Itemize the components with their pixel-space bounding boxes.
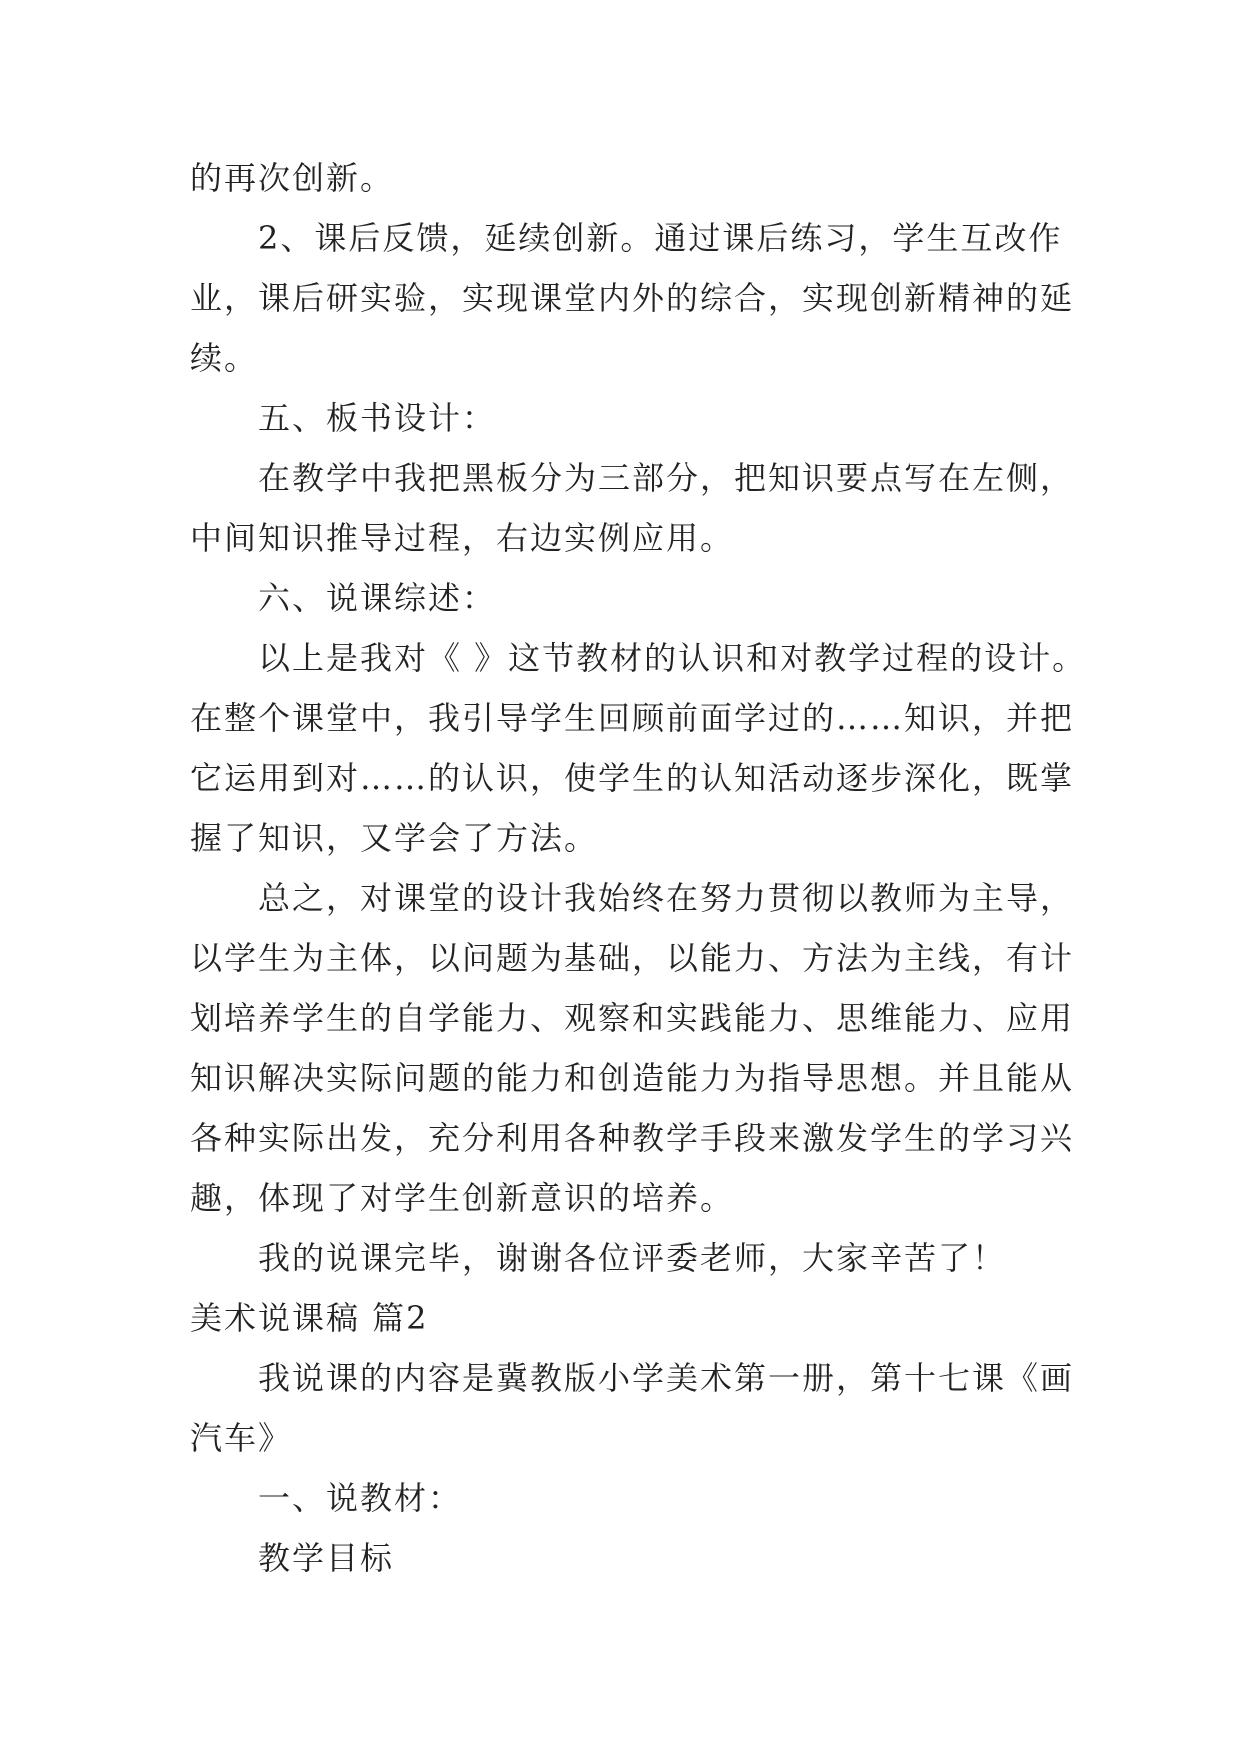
text-line: 知识解决实际问题的能力和创造能力为指导思想。并且能从	[190, 1059, 1075, 1097]
text-line: 业，课后研实验，实现课堂内外的综合，实现创新精神的延	[190, 279, 1075, 317]
text-line: 中间知识推导过程，右边实例应用。	[190, 519, 735, 557]
text-line: 的再次创新。	[190, 159, 395, 197]
text-line: 各种实际出发，充分利用各种教学手段来激发学生的学习兴	[190, 1119, 1075, 1157]
text-line: 我的说课完毕，谢谢各位评委老师，大家辛苦了！	[258, 1239, 1007, 1277]
text-line: 汽车》	[190, 1419, 293, 1457]
document-body	[190, 148, 1087, 1588]
article-title: 美术说课稿 篇2	[190, 1299, 429, 1337]
text-line: 2、课后反馈，延续创新。通过课后练习，学生互改作	[258, 219, 1063, 257]
text-line: 趣，体现了对学生创新意识的培养。	[190, 1179, 735, 1217]
text-line: 它运用到对……的认识，使学生的认知活动逐步深化，既掌	[190, 759, 1075, 797]
text-line: 在教学中我把黑板分为三部分，把知识要点写在左侧，	[258, 459, 1075, 497]
section-heading: 六、说课综述：	[258, 579, 497, 617]
section-heading: 一、说教材：	[258, 1479, 463, 1517]
text-line: 划培养学生的自学能力、观察和实践能力、思维能力、应用	[190, 999, 1075, 1037]
subsection-heading: 教学目标	[258, 1539, 395, 1577]
text-line: 我说课的内容是冀教版小学美术第一册，第十七课《画	[258, 1359, 1075, 1397]
text-line: 总之，对课堂的设计我始终在努力贯彻以教师为主导，	[258, 879, 1075, 917]
text-line: 握了知识，又学会了方法。	[190, 819, 599, 857]
section-heading: 五、板书设计：	[258, 399, 497, 437]
text-line: 续。	[190, 339, 259, 377]
text-line: 在整个课堂中，我引导学生回顾前面学过的……知识，并把	[190, 699, 1075, 737]
text-line: 以上是我对《 》这节教材的认识和对教学过程的设计。	[258, 639, 1087, 677]
text-line: 以学生为主体，以问题为基础，以能力、方法为主线，有计	[190, 939, 1075, 977]
